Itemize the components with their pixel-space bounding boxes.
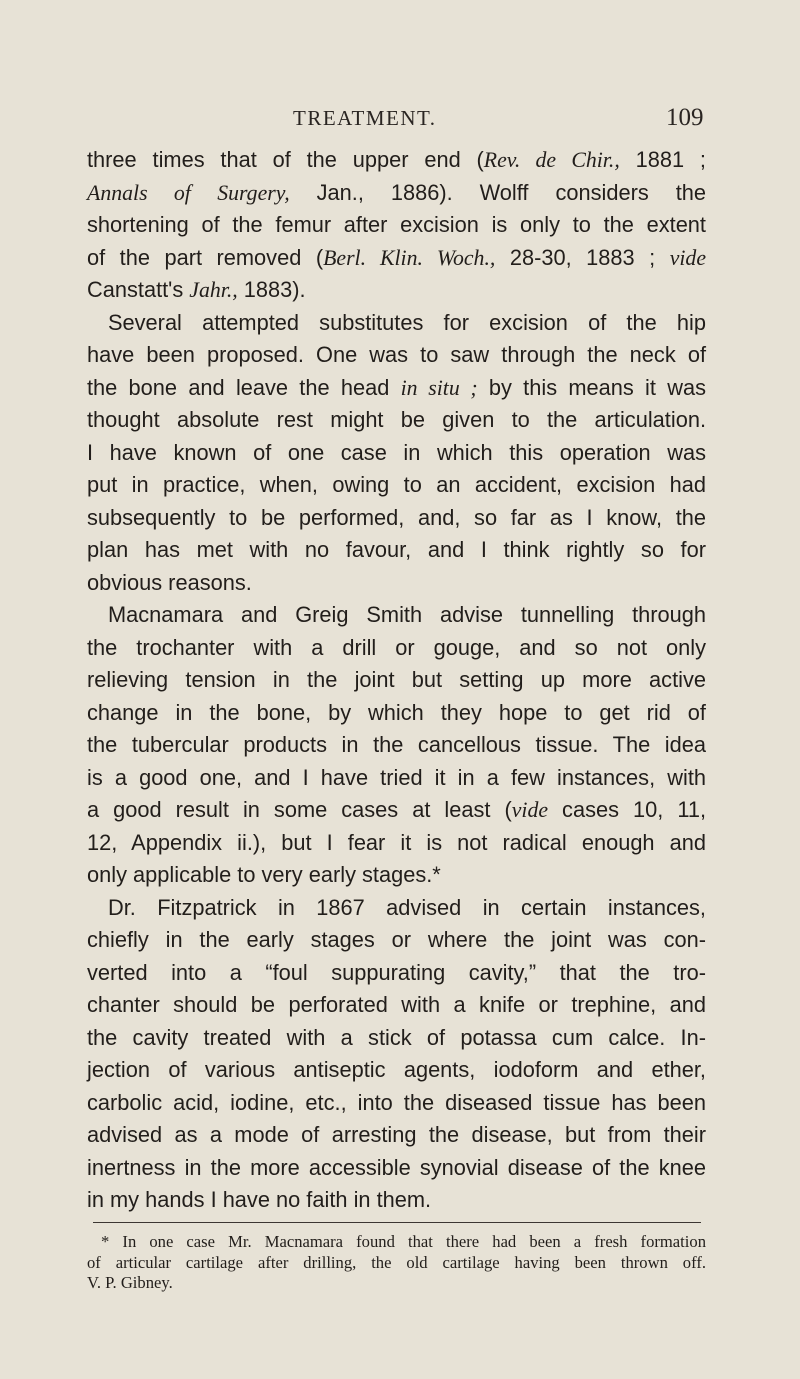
text-line (87, 762, 706, 795)
text-line (87, 924, 706, 957)
text-line (87, 957, 706, 990)
text-run: in my hands I have no faith in them. (87, 1187, 432, 1212)
text-line (87, 469, 706, 502)
text-run: Jan., 1886). Wolff considers the (289, 179, 706, 205)
text-line (87, 1184, 706, 1217)
text-line (87, 534, 706, 567)
text-run: is a good one, and I have tried it in a few instances, with (87, 764, 706, 790)
text-line (87, 827, 706, 860)
text-line (87, 989, 706, 1022)
text-run: thought absolute rest might be given to the articulation. (87, 407, 706, 432)
text-run: the bone and leave the head (87, 374, 401, 400)
text-run: subsequently to be performed, and, so far as I know, the (87, 504, 706, 530)
text-line (87, 892, 706, 925)
footnote-rule (93, 1222, 701, 1223)
text-run: Several attempted substitutes for excision of the hip (108, 309, 706, 335)
text-run: the trochanter with a drill or gouge, and so not only (87, 634, 706, 660)
text-run: chiefly in the early stages or where the joint was con- (87, 927, 706, 952)
text-run: Canstatt's (87, 277, 190, 302)
text-run: Dr. Fitzpatrick in 1867 advised in certain instances, (108, 894, 706, 920)
running-title: TREATMENT. (293, 106, 437, 130)
text-run: three times that of the upper end ( (87, 147, 484, 172)
footnote (87, 1232, 706, 1294)
text-line (87, 372, 706, 405)
text-line (87, 794, 706, 827)
footnote-line: * In one case Mr. Macnamara found that there had been a fresh formation (101, 1232, 706, 1251)
text-run: 12, Appendix ii.), but I fear it is not radical enough and (87, 829, 706, 855)
italic-text: Jahr., (189, 278, 238, 302)
text-line (87, 339, 706, 372)
text-run: inertness in the more accessible synovial disease of the knee (87, 1154, 706, 1180)
footnote-line: of articular cartilage after drilling, the old cartilage having been thrown off. (87, 1252, 706, 1272)
text-run: advised as a mode of arresting the disease, but from their (87, 1122, 706, 1147)
text-run: carbolic acid, iodine, etc., into the diseased tissue has been (87, 1089, 706, 1115)
italic-text: vide (669, 245, 706, 270)
text-run: 1881 ; (619, 147, 706, 172)
text-run: a good result in some cases at least ( (87, 797, 512, 822)
text-line (87, 1087, 706, 1120)
text-line (87, 404, 706, 437)
text-line (87, 729, 706, 762)
text-run: cases 10, 11, (548, 797, 706, 822)
text-run: 28-30, 1883 ; (495, 244, 670, 270)
text-line (87, 632, 706, 665)
text-line (87, 242, 706, 275)
text-run: plan has met with no favour, and I think rightly so for (87, 537, 706, 562)
text-run: change in the bone, by which they hope to get rid of (87, 699, 706, 725)
text-line (87, 1022, 706, 1055)
text-line (87, 664, 706, 697)
body-text (87, 144, 706, 1217)
text-run: chanter should be perforated with a knife or trephine, and (87, 992, 706, 1017)
text-line (87, 1054, 706, 1087)
text-run: 1883). (237, 277, 306, 302)
text-line (87, 697, 706, 730)
text-run: I have known of one case in which this operation was (87, 439, 706, 465)
text-line (87, 209, 706, 242)
text-line (87, 502, 706, 535)
page-header (0, 104, 800, 140)
text-run: the tubercular products in the cancellous tissue. The idea (87, 732, 706, 757)
text-line (87, 307, 706, 340)
text-run: put in practice, when, owing to an accident, excision had (87, 472, 706, 497)
text-run: relieving tension in the joint but setting up more active (87, 667, 706, 692)
text-run: obvious reasons. (87, 569, 252, 595)
footnote-line: V. P. Gibney. (87, 1273, 173, 1292)
italic-text: Annals of Surgery, (87, 180, 290, 205)
text-run: of the part removed ( (87, 244, 324, 270)
text-run: verted into a “foul suppurating cavity,” that the tro- (87, 959, 706, 985)
italic-text: Berl. Klin. Woch., (323, 245, 496, 270)
text-run: Macnamara and Greig Smith advise tunnelling through (108, 602, 706, 627)
text-run: the cavity treated with a stick of potassa cum calce. In- (87, 1024, 706, 1050)
page-number: 109 (666, 104, 704, 131)
text-line (87, 567, 706, 600)
text-run: shortening of the femur after excision is only to the extent (87, 212, 706, 237)
italic-text: Rev. de Chir., (483, 148, 620, 172)
text-line (87, 437, 706, 470)
italic-text: vide (511, 798, 549, 822)
text-line (87, 144, 706, 177)
text-line (87, 1152, 706, 1185)
text-line (87, 599, 706, 632)
text-run: jection of various antiseptic agents, iodoform and ether, (87, 1057, 706, 1082)
text-line (87, 859, 706, 892)
text-line (87, 274, 706, 307)
text-line (87, 1119, 706, 1152)
text-run: only applicable to very early stages.* (87, 862, 441, 887)
text-line (87, 177, 706, 210)
italic-text: in situ ; (400, 375, 478, 400)
text-run: by this means it was (477, 374, 706, 400)
text-run: have been proposed. One was to saw through the neck of (87, 342, 706, 367)
